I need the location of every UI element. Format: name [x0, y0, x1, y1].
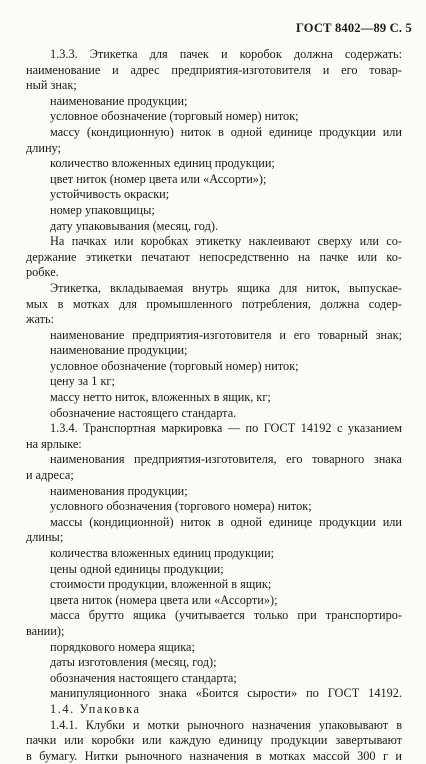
text-line: обозначения настоящего стандарта;	[50, 670, 237, 685]
text-line: мых в мотках для промышленного потребления, должна содер-	[26, 296, 402, 311]
text-line: вании);	[26, 623, 65, 638]
text-line: цену за 1 кг;	[50, 374, 115, 389]
text-line: пачки или коробки или каждую единицу продукции завертывают	[26, 733, 402, 748]
text-line: условное обозначение (торговый номер) ниток;	[50, 358, 299, 373]
text-line: 1.4. Упаковка	[50, 701, 141, 716]
text-line: цвета ниток (номера цвета или «Ассорти»);	[50, 592, 278, 607]
text-line: наименования предприятия-изготовителя, его товарного знака	[50, 452, 402, 467]
text-line: манипуляционного знака «Боится сырости» по ГОСТ 14192.	[50, 686, 402, 701]
page-header: ГОСТ 8402—89 С. 5	[295, 21, 412, 35]
text-line: массу (кондиционную) ниток в одной единице продукции или	[50, 124, 402, 139]
text-line: обозначение настоящего стандарта.	[50, 405, 237, 420]
text-line: 1.3.4. Транспортная маркировка — по ГОСТ 14192 с указанием	[50, 421, 402, 436]
text-line: стоимости продукции, вложенной в ящик;	[50, 577, 272, 592]
text-line: условного обозначения (торгового номера) ниток;	[50, 499, 312, 514]
text-line: наименование предприятия-изготовителя и его товарный знак;	[50, 327, 402, 342]
text-line: 1.3.3. Этикетка для пачек и коробок должна содержать:	[50, 47, 402, 61]
text-line: 1.4.1. Клубки и мотки рыночного назначения упаковывают в	[50, 717, 402, 732]
text-line: робке.	[26, 265, 59, 280]
text-line: наименование и адрес предприятия-изготовителя и его товар-	[26, 62, 402, 77]
document-body	[26, 47, 402, 764]
text-line: Этикетка, вкладываемая внутрь ящика для ниток, выпускае-	[50, 280, 402, 295]
text-line: цвет ниток (номер цвета или «Ассорти»);	[50, 171, 267, 186]
text-line: жать:	[26, 312, 55, 327]
text-line: массы (кондиционной) ниток в одной единице продукции или	[50, 514, 402, 529]
text-line: длину;	[26, 140, 61, 155]
text-line: массу нетто ниток, вложенных в ящик, кг;	[50, 390, 271, 405]
text-line: порядкового номера ящика;	[50, 639, 195, 654]
text-line: цены одной единицы продукции;	[50, 561, 224, 576]
text-line: держание этикетки печатают непосредственно на пачке или ко-	[26, 249, 402, 264]
text-line: на ярлыке:	[26, 436, 82, 451]
text-line: наименования продукции;	[50, 483, 188, 498]
text-line: дату упаковывания (месяц, год).	[50, 218, 219, 233]
text-line: условное обозначение (торговый номер) ниток;	[50, 109, 299, 124]
text-line: наименование продукции;	[50, 343, 188, 358]
text-line: устойчивость окраски;	[50, 187, 170, 202]
text-line: длины;	[26, 530, 64, 545]
text-line: номер упаковщицы;	[50, 202, 155, 217]
text-line: в бумагу. Нитки рыночного назначения в мотках массой 300 г и	[26, 748, 402, 763]
text-line: ный знак;	[26, 78, 77, 93]
text-line: На пачках или коробках этикетку наклеивают сверху или со-	[50, 234, 402, 249]
text-line: количество вложенных единиц продукции;	[50, 156, 275, 171]
text-line: количества вложенных единиц продукции;	[50, 546, 275, 560]
text-line: даты изготовления (месяц, год);	[50, 655, 217, 670]
text-line: масса брутто ящика (учитывается только при транспортиро-	[50, 608, 402, 623]
text-line: наименование продукции;	[50, 93, 188, 108]
text-line: и адреса;	[26, 468, 74, 483]
